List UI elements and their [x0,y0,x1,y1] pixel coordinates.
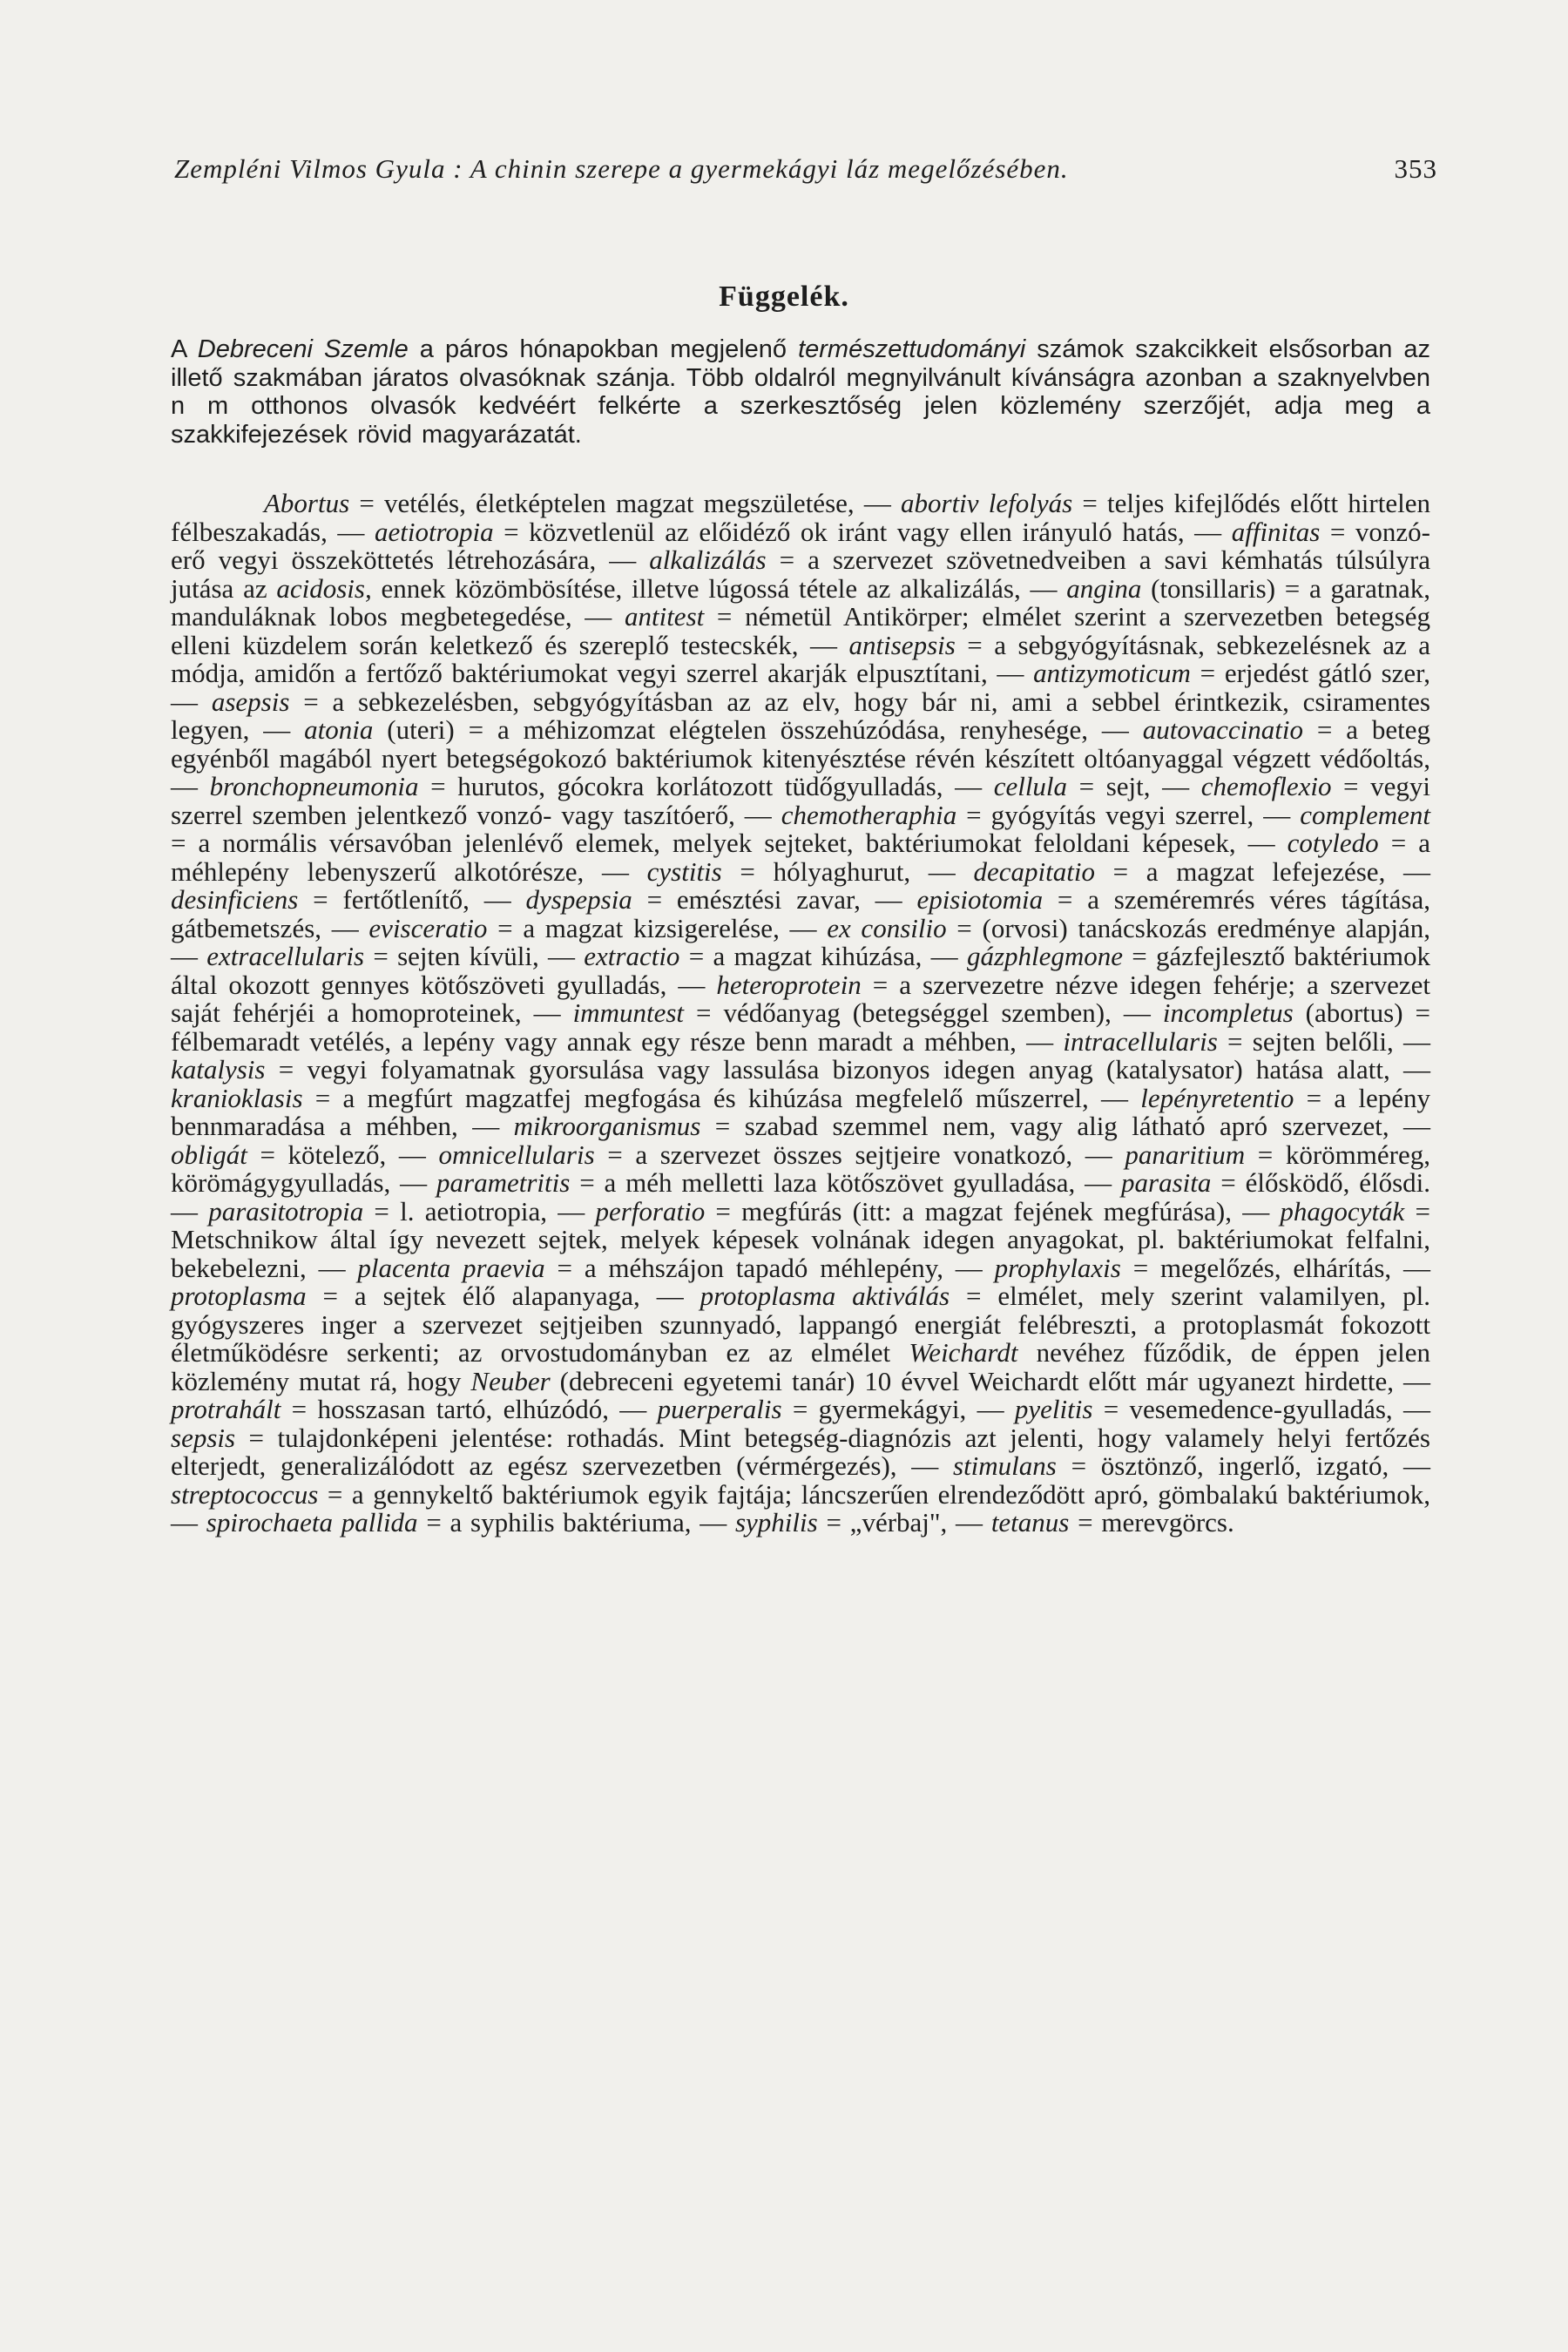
glossary-term: atonia [304,714,374,745]
intro-term: természettudományi [798,335,1026,363]
glossary-text: = megelőzés, elhárítás, — [1120,1252,1430,1283]
intro-paragraph [171,335,1430,449]
glossary-term: protoplasma [171,1281,307,1311]
glossary-text: = szabad szemmel nem, vagy alig látható apró szervezet, — [700,1111,1431,1141]
intro-text [171,335,1430,449]
glossary-term: placenta praevia [357,1252,545,1283]
glossary-term: Neuber [470,1365,551,1396]
glossary-text: = gyógyítás vegyi szerrel, — [956,799,1301,830]
glossary-term: affinitas [1231,516,1321,547]
glossary-term: autovaccinatio [1142,714,1303,745]
glossary-text [171,490,1430,1538]
glossary-term: tetanus [990,1507,1070,1538]
glossary-term: panaritium [1125,1139,1246,1170]
glossary-text: = emésztési zavar, — [632,884,917,915]
glossary-text: = a magzat lefejezése, — [1094,855,1430,887]
glossary-term: incompletus [1162,997,1294,1028]
glossary-text: nevéhez fűződik, de éppen jelen közlemény mutat rá, hogy [171,1337,1430,1396]
glossary-text: = vetélés, életképtelen magzat megszületése, — [349,488,901,518]
glossary-term: syphilis [734,1507,818,1538]
glossary-text: (uteri) = a méhizomzat elégtelen összehúzódása, renyhesége, — [373,714,1143,745]
glossary-term: spirochaeta pallida [206,1507,418,1538]
glossary-text: = vegyi folyamatnak gyorsulása vagy lassulása bizonyos idegen anyag (katalysator) hatása alatt, — [265,1054,1430,1085]
glossary-term: kranioklasis [171,1082,303,1113]
glossary-term: parasita [1121,1167,1212,1198]
glossary-term: streptococcus [171,1478,319,1510]
glossary-text: = a lepény bennmaradása a méhben, — [171,1082,1430,1141]
glossary-term: antisepsis [848,629,956,660]
glossary-text: = németül Antikörper; elmélet szerint a szervezetben betegség elleni küzdelem során keletkező és szereplő testecskék, — [171,601,1431,660]
glossary-text: = gyermekágyi, — [781,1394,1015,1424]
glossary-term: evisceratio [368,912,488,943]
glossary-text: = védőanyag (betegséggel szemben), — [684,997,1163,1028]
glossary-term: protrahált [171,1394,281,1424]
glossary-text: = hosszasan tartó, elhúzódó, — [280,1394,658,1424]
glossary-text: = a magzat kizsigerelése, — [487,912,828,943]
glossary-term: heteroprotein [716,969,862,1000]
glossary-term: prophylaxis [994,1252,1121,1283]
glossary-text: = a sebgyógyításnak, sebkezelésnek az a módja, amidőn a fertőző baktériumokat vegyi szerrel akarják elpusztítani, — [171,629,1431,688]
intro-text: számok szakcikkeit elsősorban az illető szakmában járatos olvasóknak szánja. Több oldalról megnyilvánult kívánságra azonban a szaknyelvben n m otthonos olvasók kedvéért felkérte a szerkesztőség jelen közlemény szerzőjét, adja meg a szakkifejezések rövid magyarázatát. [171,335,1430,449]
glossary-text: = a méhlepény lebenyszerű alkotórésze, — [171,828,1430,887]
glossary-term: episiotomia [916,884,1044,915]
glossary-text: = sejt, — [1067,771,1201,801]
glossary-text: = Metschnikow által így nevezett sejtek, melyek képesek volnának idegen anyagokat, pl. baktériumokat felfalni, bekebelezni, — [171,1195,1431,1283]
glossary-term: angina [1066,572,1142,604]
glossary-term: cellula [993,771,1068,801]
glossary-term: asepsis [211,686,290,717]
glossary-term: intracellularis [1063,1025,1218,1057]
glossary-term: immuntest [572,997,684,1028]
glossary-text: = teljes kifejlődés előtt hirtelen félbeszakadás, — [171,488,1430,547]
glossary-text: = a syphilis baktériuma, — [417,1507,735,1538]
glossary-text: = vonzó-erő vegyi összeköttetés létrehozására, — [171,516,1430,575]
glossary-text: = gázfejlesztő baktériumok által okozott gennyes kötőszöveti gyulladás, — [171,941,1431,1000]
glossary-text: = a méh melletti laza kötőszövet gyulladása, — [570,1167,1122,1198]
glossary-text: = a szervezet összes sejtjeire vonatkozó, — [594,1139,1125,1170]
glossary-paragraph [171,490,1430,1538]
glossary-text: = a szervezet szövetnedveiben a savi kémhatás túlsúlyra jutása az [171,544,1431,604]
glossary-term: complement [1300,799,1430,830]
glossary-text: (debreceni egyetemi tanár) 10 évvel Weichardt előtt már ugyanezt hirdette, — [550,1365,1430,1396]
glossary-text: = a magzat kihúzása, — [679,941,967,971]
glossary-term: extractio [584,941,680,971]
glossary-term: chemotheraphia [781,799,957,830]
glossary-text: = a gennykeltő baktériumok egyik fajtája; láncszerűen elrendeződött apró, gömbalakú baktériumok, — [171,1478,1430,1538]
glossary-text: = sejten belőli, — [1217,1025,1430,1057]
intro-term: Debreceni Szemle [197,335,409,363]
glossary-text: = a szeméremrés véres tágítása, gátbemetszés, — [171,884,1431,943]
glossary-text: = (orvosi) tanácskozás eredménye alapján, — [171,912,1430,971]
glossary-text: = merevgörcs. [1069,1507,1234,1538]
glossary-term: katalysis [171,1054,266,1085]
glossary-text: = közvetlenül az előidéző ok iránt vagy ellen irányuló hatás, — [493,516,1232,547]
glossary-text: = körömméreg, körömágygyulladás, — [171,1139,1430,1198]
glossary-text: = l. aetiotropia, — [363,1195,596,1227]
glossary-text: = tulajdonképeni jelentése: rothadás. Mint betegség-diagnózis azt jelenti, hogy valamely helyi fertőzés elterjedt, generalizálódott az egész szervezetben (vérmérgezés), — [171,1422,1430,1481]
glossary-text: = vegyi szerrel szemben jelentkező vonzó- vagy taszítóerő, — [171,771,1430,830]
intro-text: A [171,335,198,363]
glossary-text: = vesemedence-gyulladás, — [1092,1394,1430,1424]
glossary-term: sepsis [171,1422,236,1453]
running-title: Zempléni Vilmos Gyula : A chinin szerepe a gyermekágyi láz megelőzésében. [174,153,1069,184]
intro-text: a páros hónapokban megjelenő [408,335,799,363]
glossary-term: extracellularis [206,941,365,971]
glossary-term: acidosis, [276,572,372,604]
glossary-text: = megfúrás (itt: a magzat fejének megfúrása), — [705,1195,1281,1227]
glossary-term: cystitis [646,855,722,887]
glossary-term: mikroorganismus [513,1111,701,1141]
glossary-text: = hólyaghurut, — [721,855,974,887]
glossary-term: lepényretentio [1140,1082,1294,1113]
glossary-text: = a megfúrt magzatfej megfogása és kihúzása megfelelő műszerrel, — [302,1082,1141,1113]
glossary-text: = kötelező, — [247,1139,439,1170]
running-header [174,153,1437,185]
glossary-text: = a beteg egyénből magából nyert betegségokozó baktériumok kitenyésztése révén készített oltóanyaggal végzett védőoltás, — [171,714,1430,801]
glossary-term: antizymoticum [1033,658,1191,688]
glossary-text: ennek közömbösítése, illetve lúgossá tétele az alkalizálás, — [371,572,1067,604]
glossary-text: = a sejtek élő alapanyaga, — [306,1281,700,1311]
glossary-term: desinficiens [171,884,299,915]
glossary-term: alkalizálás [649,544,767,575]
glossary-text: = hurutos, gócokra korlátozott tüdőgyulladás, — [418,771,994,801]
glossary-text: = ösztönző, ingerlő, izgató, — [1056,1450,1431,1481]
glossary-term: abortiv lefolyás [901,488,1073,518]
glossary-term: pyelitis [1014,1394,1093,1424]
glossary-text: = a méhszájon tapadó méhlepény, — [544,1252,995,1283]
glossary-term: puerperalis [657,1394,782,1424]
glossary-term: Abortus [264,488,350,518]
glossary-term: stimulans [953,1450,1057,1481]
glossary-text: = sejten kívüli, — [364,941,585,971]
section-title: Függelék. [719,280,849,313]
glossary-term: parasitotropia [208,1195,364,1227]
glossary-term: phagocyták [1280,1195,1405,1227]
glossary-term: antitest [624,601,705,632]
glossary-term: parametritis [436,1167,571,1198]
glossary-term: cotyledo [1287,828,1379,858]
glossary-term: bronchopneumonia [209,771,419,801]
glossary-term: gázphlegmone [966,941,1124,971]
glossary-term: dyspepsia [525,884,632,915]
glossary-text: = a normális vérsavóban jelenlévő elemek, melyek sejteket, baktériumokat feloldani képesek, — [171,828,1288,858]
glossary-text: (abortus) = félbemaradt vetélés, a lepény vagy annak egy része benn maradt a méhben, — [171,997,1430,1057]
glossary-term: ex consilio [827,912,947,943]
glossary-text: = „vérbaj", — [817,1507,991,1538]
glossary-text: = a sebkezelésben, sebgyógyításban az az elv, hogy bár ni, ami a sebbel érintkezik, csiramentes legyen, — [171,686,1431,745]
glossary-term: aetiotropia [374,516,494,547]
glossary-term: omnicellularis [438,1139,595,1170]
glossary-text: = élősködő, élősdi. — [171,1167,1431,1227]
page-number: 353 [1394,153,1437,184]
glossary-text: = fertőtlenítő, — [298,884,526,915]
glossary-text: (tonsillaris) = a garatnak, manduláknak lobos megbetegedése, — [171,572,1430,632]
glossary-term: chemoflexio [1200,771,1332,801]
glossary-term: protoplasma aktiválás [700,1281,950,1311]
glossary-term: decapitatio [973,855,1095,887]
glossary-text: = elmélet, mely szerint valamilyen, pl. gyógyszeres inger a szervezet sejtjeiben szunnyadó, lappangó energiát felébreszti, a protoplasmát fokozott életműködésre serkenti; az orvostudományban ez az elmélet [171,1281,1431,1368]
glossary-term: Weichardt [909,1337,1018,1368]
glossary-term: perforatio [595,1195,706,1227]
glossary-term: obligát [171,1139,247,1170]
glossary-text: = a szervezetre nézve idegen fehérje; a szervezet saját fehérjéi a homoproteinek, — [171,969,1430,1028]
glossary-text: = erjedést gátló szer, — [171,658,1430,717]
